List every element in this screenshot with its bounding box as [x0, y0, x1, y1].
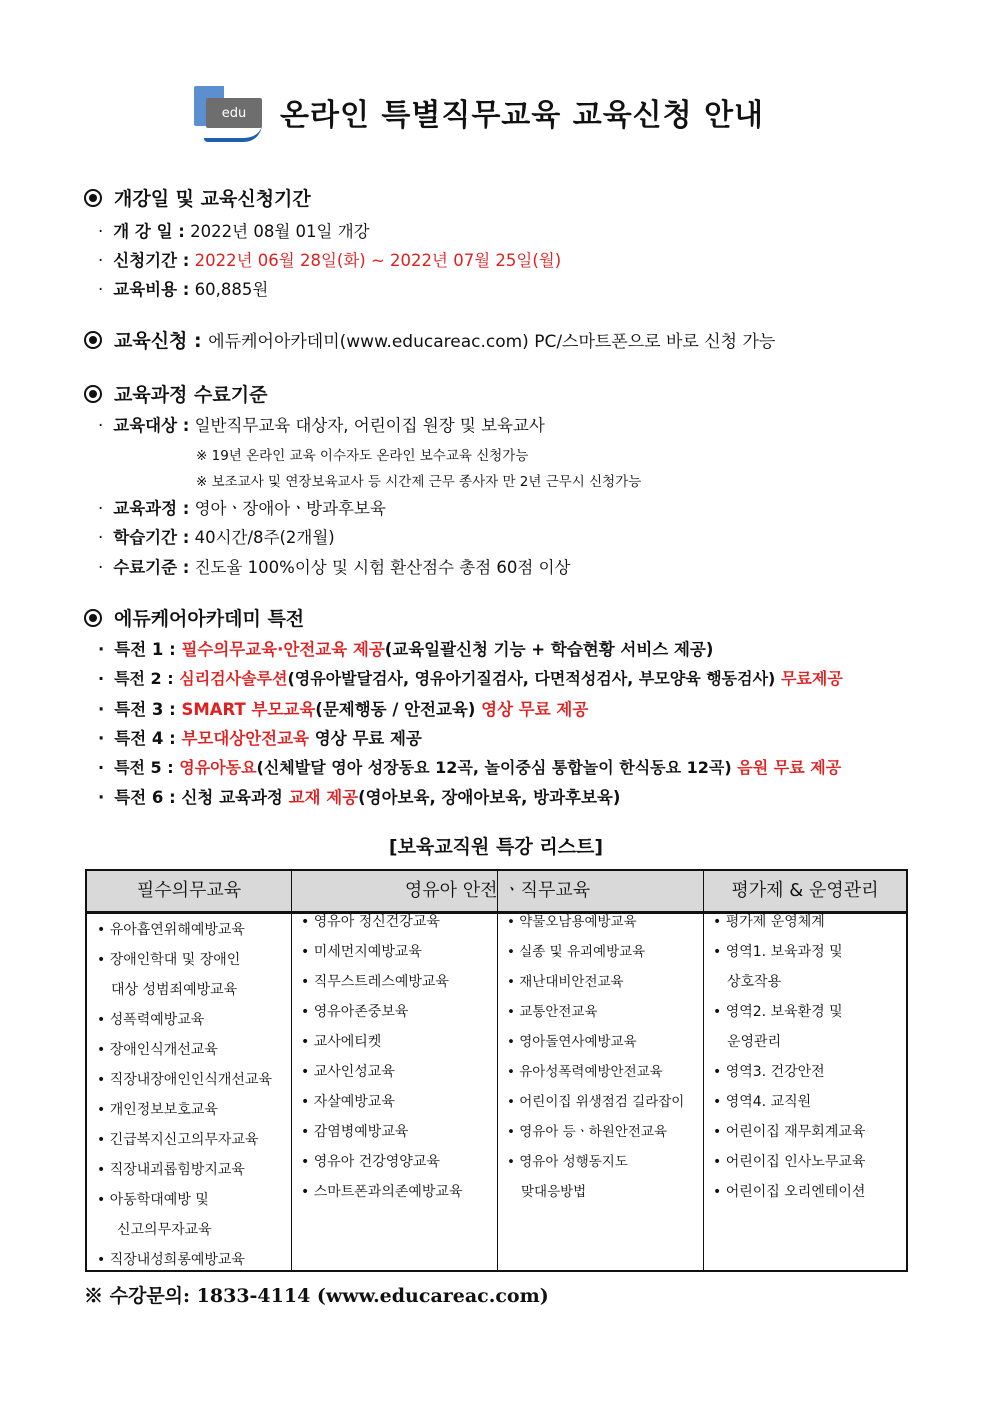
course-table — [85, 869, 908, 1272]
col-safety-a — [301, 907, 462, 1207]
line-target: · 교육대상 : 일반직무교육 대상자, 어린이집 원장 및 보육교사 — [98, 416, 545, 435]
line-apply-period: · 신청기간 : 2022년 06월 28일(화) ~ 2022년 07월 25일(월) — [98, 251, 562, 270]
list-item: • 평가제 운영체계 — [713, 914, 825, 930]
table-header-cell: 필수의무교육 — [136, 880, 242, 901]
note-2: ※ 보조교사 및 연장보육교사 등 시간제 근무 종사자 만 2년 근무시 신청가능 — [196, 474, 642, 490]
line-start-date: · 개 강 일 : 2022년 08월 01일 개강 — [98, 222, 370, 241]
list-item: • 영아돌연사예방교육 — [507, 1034, 637, 1050]
list-item: • 재난대비안전교육 — [507, 974, 624, 990]
table-header-cell: 평가제 & 운영관리 — [731, 880, 879, 901]
list-item: • 자살예방교육 — [301, 1094, 395, 1110]
line-fee: · 교육비용 : 60,885원 — [98, 280, 269, 299]
list-item: • 약물오남용예방교육 — [507, 914, 637, 930]
list-item: • 성폭력예방교육 — [97, 1012, 205, 1028]
list-item: 맞대응방법 — [521, 1184, 587, 1200]
list-item: • 유아흡연위해예방교육 — [97, 922, 245, 938]
line-duration: · 학습기간 : 40시간/8주(2개월) — [98, 528, 335, 547]
list-item: • 영유아 성행동지도 — [507, 1154, 628, 1170]
list-item: • 교사에티켓 — [301, 1034, 382, 1050]
list-item: • 영역3. 건강안전 — [713, 1064, 825, 1080]
line-completion: · 수료기준 : 진도율 100%이상 및 시험 환산점수 총점 60점 이상 — [98, 558, 571, 577]
edu-logo: edu — [194, 86, 264, 138]
list-item: • 미세먼지예방교육 — [301, 944, 422, 960]
benefit-6: · 특전 6 : 신청 교육과정 교재 제공(영아보육, 장애아보육, 방과후보육) — [98, 788, 621, 807]
col-safety-b — [507, 907, 684, 1207]
apply-value: 에듀케어아카데미(www.educareac.com) PC/스마트폰으로 바로 신청 가능 — [208, 332, 776, 352]
list-item: • 영유아 건강영양교육 — [301, 1154, 440, 1170]
list-item: • 영역4. 교직원 — [713, 1094, 812, 1110]
circle-bullet-icon — [84, 331, 102, 349]
table-header-cell: 영유아 안전 ㆍ직무교육 — [404, 880, 591, 901]
benefit-1: · 특전 1 : 필수의무교육·안전교육 제공(교육일괄신청 기능 + 학습현황 서비스 제공) — [98, 640, 714, 659]
list-item: • 영유아존중보육 — [301, 1004, 409, 1020]
list-item: • 직장내장애인인식개선교육 — [97, 1072, 272, 1088]
line-course: · 교육과정 : 영아ㆍ장애아ㆍ방과후보육 — [98, 499, 386, 518]
section-heading-benefits: 에듀케어아카데미 특전 — [84, 604, 304, 631]
list-item: • 어린이집 인사노무교육 — [713, 1154, 866, 1170]
note-1: ※ 19년 온라인 교육 이수자도 온라인 보수교육 신청가능 — [196, 448, 529, 464]
list-item: • 스마트폰과의존예방교육 — [301, 1184, 463, 1200]
list-item: • 장애인식개선교육 — [97, 1042, 218, 1058]
list-item: • 아동학대예방 및 — [97, 1192, 209, 1208]
section-heading-apply: 교육신청 : 에듀케어아카데미(www.educareac.com) PC/스마트폰으로 바로 신청 가능 — [84, 326, 775, 353]
list-item: • 어린이집 재무회계교육 — [713, 1124, 866, 1140]
list-item: 신고의무자교육 — [117, 1222, 212, 1238]
list-item: 상호작용 — [727, 974, 782, 990]
list-item: • 영유아 정신건강교육 — [301, 914, 440, 930]
circle-bullet-icon — [84, 385, 102, 403]
list-item: 대상 성범죄예방교육 — [111, 982, 238, 998]
circle-bullet-icon — [84, 609, 102, 627]
list-item: • 어린이집 오리엔테이션 — [713, 1184, 866, 1200]
col-mandatory — [97, 915, 272, 1275]
list-item: • 영역1. 보육과정 및 — [713, 944, 843, 960]
list-item: • 장애인학대 및 장애인 — [97, 952, 241, 968]
list-item: • 긴급복지신고의무자교육 — [97, 1132, 259, 1148]
list-item: • 유아성폭력예방안전교육 — [507, 1064, 663, 1080]
benefit-2: · 특전 2 : 심리검사솔루션(영유아발달검사, 영유아기질검사, 다면적성검사, 부모양육 행동검사) 무료제공 — [98, 669, 843, 688]
contact-info: ※ 수강문의: 1833-4114 (www.educareac.com) — [84, 1285, 549, 1307]
benefit-3: · 특전 3 : SMART 부모교육(문제행동 / 안전교육) 영상 무료 제공 — [98, 700, 589, 719]
list-item: • 영유아 등ㆍ하원안전교육 — [507, 1124, 667, 1140]
title-row — [194, 86, 764, 138]
list-item: • 개인정보보호교육 — [97, 1102, 218, 1118]
section-heading-schedule: 개강일 및 교육신청기간 — [84, 184, 311, 211]
list-item: • 감염병예방교육 — [301, 1124, 409, 1140]
col-evaluation — [713, 907, 865, 1207]
list-item: • 영역2. 보육환경 및 — [713, 1004, 843, 1020]
list-item: • 교사인성교육 — [301, 1064, 395, 1080]
page-title: 온라인 특별직무교육 교육신청 안내 — [280, 98, 765, 133]
circle-bullet-icon — [84, 189, 102, 207]
list-item: • 교통안전교육 — [507, 1004, 598, 1020]
list-item: • 직장내성희롱예방교육 — [97, 1252, 245, 1268]
list-item: • 어린이집 위생점검 길라잡이 — [507, 1094, 685, 1110]
section-heading-criteria: 교육과정 수료기준 — [84, 380, 267, 407]
list-item: • 직장내괴롭힘방지교육 — [97, 1162, 245, 1178]
list-item: • 직무스트레스예방교육 — [301, 974, 449, 990]
list-item: 운영관리 — [727, 1034, 782, 1050]
list-title: [보육교직원 특강 리스트] — [388, 836, 604, 858]
list-item: • 실종 및 유괴예방교육 — [507, 944, 646, 960]
benefit-5: · 특전 5 : 영유아동요(신체발달 영아 성장동요 12곡, 놀이중심 통합놀이 한식동요 12곡) 음원 무료 제공 — [98, 758, 842, 777]
benefit-4: · 특전 4 : 부모대상안전교육 영상 무료 제공 — [98, 729, 422, 748]
